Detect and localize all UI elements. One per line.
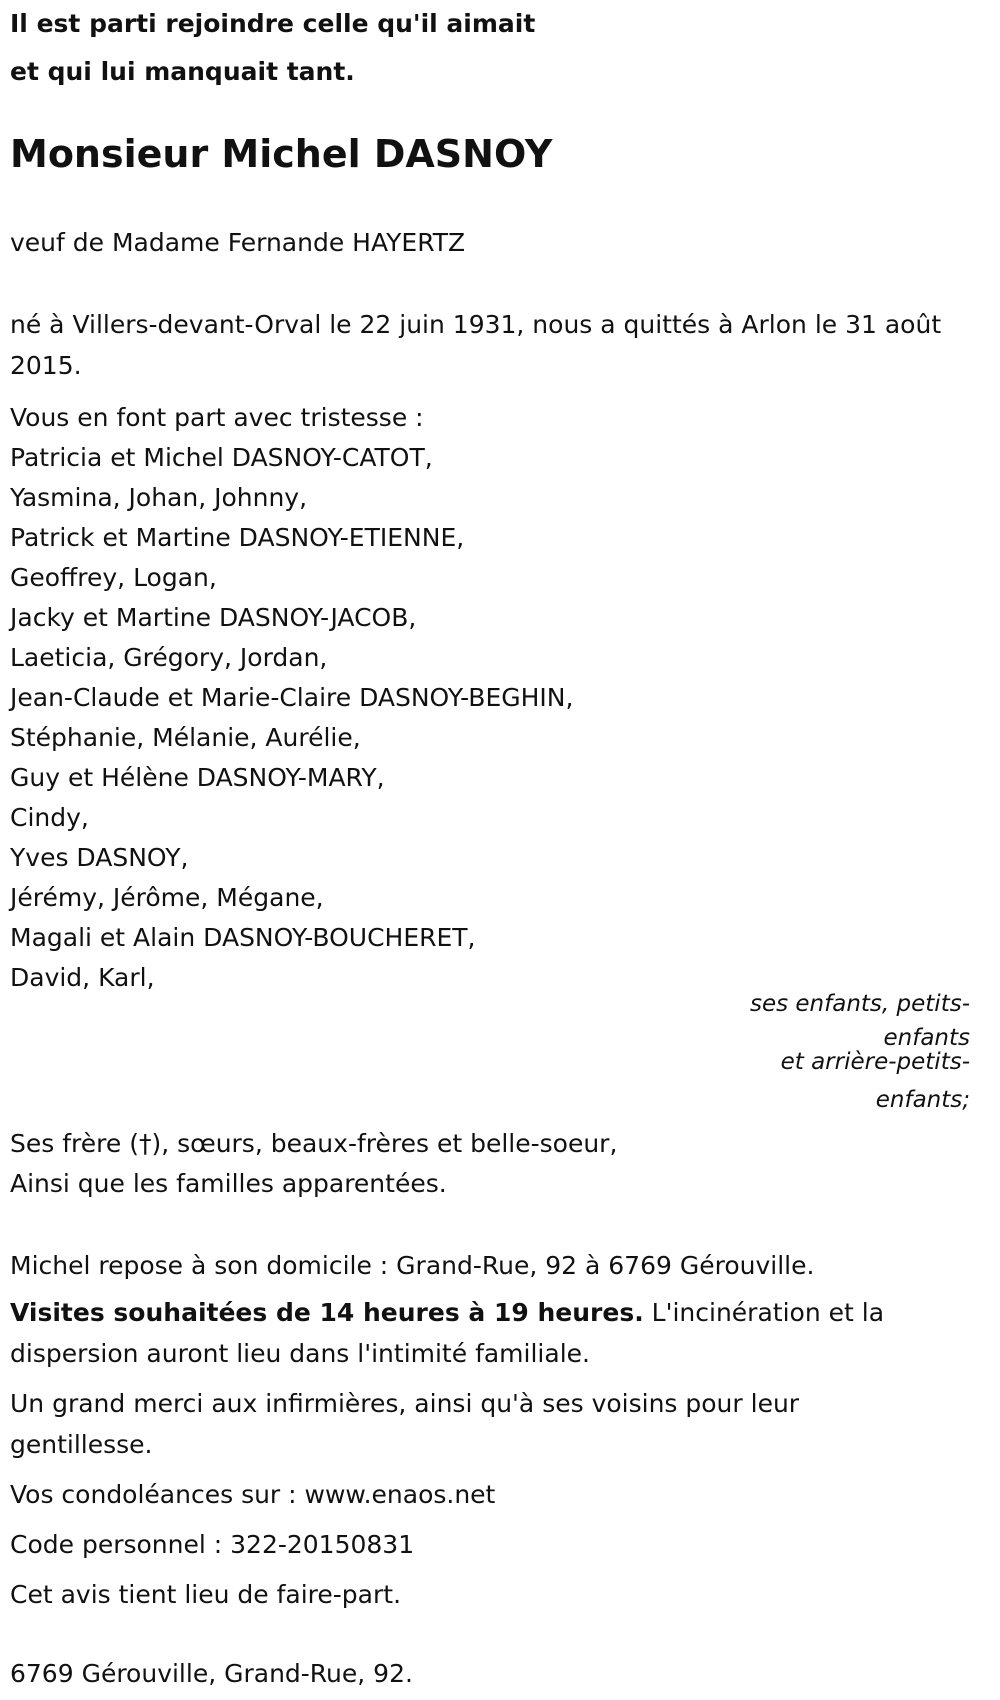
visits-hours: Visites souhaitées de 14 heures à 19 heures. bbox=[10, 1298, 644, 1327]
relatives-line: Ainsi que les familles apparentées. bbox=[10, 1169, 447, 1198]
thanks-line-1: Un grand merci aux infirmières, ainsi qu'à ses voisins pour leur bbox=[10, 1389, 800, 1418]
relationship-line-2: enfants bbox=[883, 1025, 970, 1051]
birth-death-line-1: né à Villers-devant-Orval le 22 juin 1931, nous a quittés à Arlon le 31 août bbox=[10, 310, 942, 339]
relationship-line-1: ses enfants, petits- bbox=[749, 991, 970, 1017]
family-member: Yves DASNOY, bbox=[10, 843, 189, 872]
family-member: Jean-Claude et Marie-Claire DASNOY-BEGHIN, bbox=[10, 683, 574, 712]
relationship-line-4: enfants; bbox=[875, 1087, 970, 1113]
family-member: Patrick et Martine DASNOY-ETIENNE, bbox=[10, 523, 465, 552]
family-member: Magali et Alain DASNOY-BOUCHERET, bbox=[10, 923, 476, 952]
intro-line-1: Il est parti rejoindre celle qu'il aimait bbox=[10, 9, 536, 38]
intro-line-2: et qui lui manquait tant. bbox=[10, 57, 355, 86]
family-member: Yasmina, Johan, Johnny, bbox=[10, 483, 308, 512]
birth-death-line-2: 2015. bbox=[10, 351, 82, 380]
thanks-line-2: gentillesse. bbox=[10, 1430, 153, 1459]
family-member: Guy et Hélène DASNOY-MARY, bbox=[10, 763, 385, 792]
family-member: Jacky et Martine DASNOY-JACOB, bbox=[10, 603, 417, 632]
family-list bbox=[10, 438, 573, 998]
visits-line bbox=[10, 1293, 884, 1333]
family-member: Stéphanie, Mélanie, Aurélie, bbox=[10, 723, 361, 752]
rest-line: Michel repose à son domicile : Grand-Rue, 92 à 6769 Gérouville. bbox=[10, 1251, 815, 1280]
deceased-name: Monsieur Michel DASNOY bbox=[10, 132, 553, 176]
relationship-label bbox=[730, 985, 970, 1119]
family-member: David, Karl, bbox=[10, 963, 155, 992]
relationship-line-3: et arrière-petits- bbox=[780, 1049, 970, 1075]
intro-quote bbox=[10, 0, 535, 96]
family-member: Patricia et Michel DASNOY-CATOT, bbox=[10, 443, 433, 472]
widower-line: veuf de Madame Fernande HAYERTZ bbox=[10, 228, 466, 257]
family-member: Laeticia, Grégory, Jordan, bbox=[10, 643, 328, 672]
cremation-line-2: dispersion auront lieu dans l'intimité familiale. bbox=[10, 1339, 590, 1368]
announcement-intro: Vous en font part avec tristesse : bbox=[10, 403, 424, 432]
siblings-line: Ses frère (†), sœurs, beaux-frères et belle-soeur, bbox=[10, 1129, 618, 1158]
family-member: Geoffrey, Logan, bbox=[10, 563, 217, 592]
notice-line: Cet avis tient lieu de faire-part. bbox=[10, 1580, 402, 1609]
personal-code-line: Code personnel : 322-20150831 bbox=[10, 1530, 415, 1559]
address-line: 6769 Gérouville, Grand-Rue, 92. bbox=[10, 1659, 413, 1688]
cremation-line-1: L'incinération et la bbox=[651, 1298, 885, 1327]
family-member: Cindy, bbox=[10, 803, 89, 832]
condolences-line: Vos condoléances sur : www.enaos.net bbox=[10, 1480, 496, 1509]
family-member: Jérémy, Jérôme, Mégane, bbox=[10, 883, 324, 912]
